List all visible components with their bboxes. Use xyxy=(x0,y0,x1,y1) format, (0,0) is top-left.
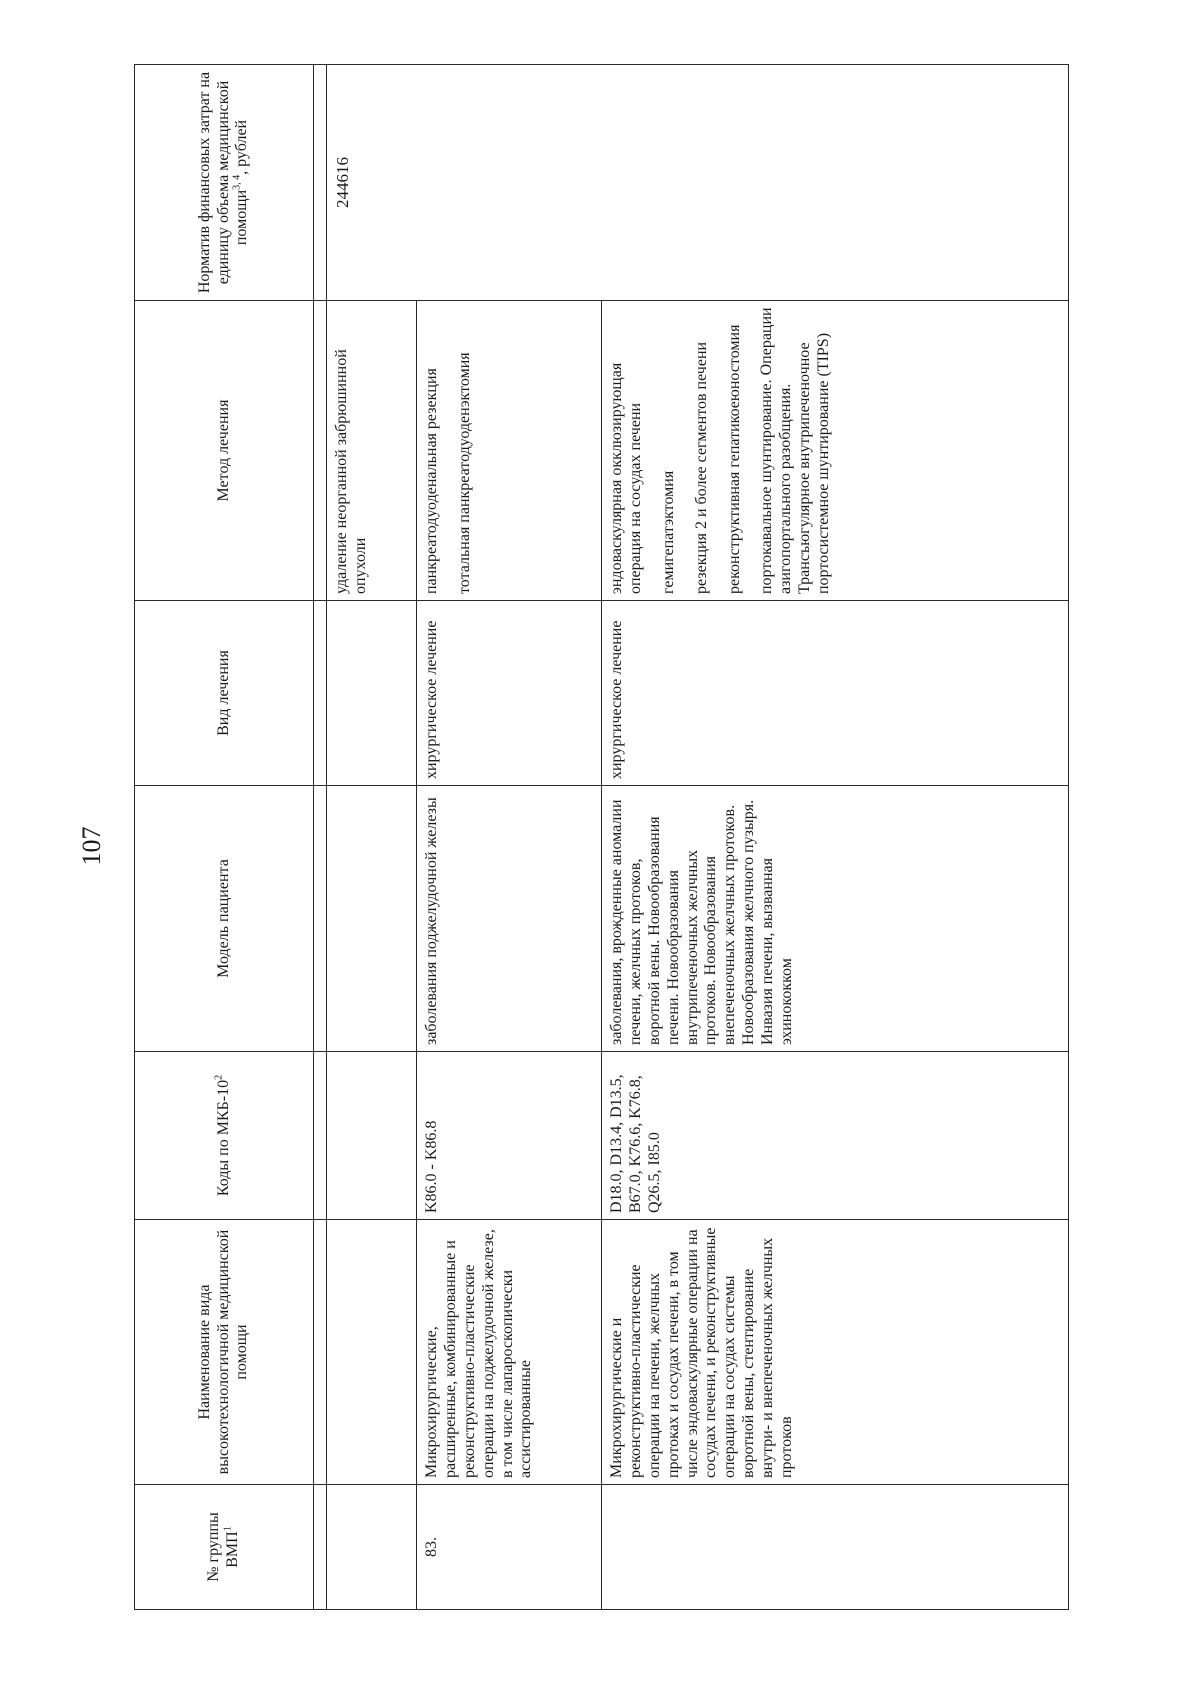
header-kind: Вид лечения xyxy=(135,601,314,786)
method-item: реконструктивная гепатикоеюностомия xyxy=(725,324,743,594)
method-item: эндоваскулярная окклюзирующая операция на сосудах печени xyxy=(608,362,644,594)
icd-codes-cell: D18.0, D13.4, D13.5, B67.0, K76.6, K76.8, Q26.5, I85.0 xyxy=(602,1052,1069,1220)
method-item: панкреатодуоденальная резекция xyxy=(423,368,440,594)
vmp-name-cell: Микрохирургические, расширенные, комбинированные и реконструктивно-пластические операции на поджелудочной железе, в том числе лапароскопически ассистированные xyxy=(417,1220,602,1485)
method-cell: удаление неорганной забрюшинной опухоли xyxy=(327,301,417,601)
header-norm: Норматив финансовых затрат на единицу объема медицинской помощи$^{3, 4}$, рублей xyxy=(135,65,314,301)
document-table-area xyxy=(134,65,1069,1610)
method-item: тотальная панкреатодуоденэктомия xyxy=(455,352,473,594)
norm-cost-cell: 244616 xyxy=(327,65,1069,301)
header-num: № группы ВМП$^1$ xyxy=(135,1485,314,1610)
vmp-name-cell: Микрохирургические и реконструктивно-пластические операции на печени, желчных протоках и сосудах печени, в том числе эндоваскулярные операции на сосудах печени, и реконструктивные операции на сосудах системы воротной вены, стентирование внутри- и внепеченочных желчных протоков xyxy=(602,1220,1069,1485)
treatment-kind-cell: хирургическое лечение xyxy=(602,601,1069,786)
group-number-cell: 83. xyxy=(417,1485,602,1610)
page-number: 107 xyxy=(77,826,106,866)
header-row xyxy=(135,65,314,1610)
icd-codes-cell: K86.0 - K86.8 xyxy=(417,1052,602,1220)
treatment-kind-cell: хирургическое лечение xyxy=(417,601,602,786)
spacer-row xyxy=(314,65,327,1610)
method-item: портокавальное шунтирование. Операции азигопортального разобщения. Трансъюгулярное внутрипеченочное портосистемное шунтирование (TIPS) xyxy=(758,307,832,594)
vmp-table xyxy=(134,64,1069,1610)
method-cell xyxy=(602,301,1069,601)
method-cell xyxy=(417,301,602,601)
table-row xyxy=(327,65,417,1610)
header-name: Наименование вида высокотехнологичной медицинской помощи xyxy=(135,1220,314,1485)
header-codes: Коды по МКБ-$10^2$ xyxy=(135,1052,314,1220)
patient-model-cell: заболевания поджелудочной железы xyxy=(417,786,602,1052)
method-item: резекция 2 и более сегментов печени xyxy=(692,341,710,594)
header-method: Метод лечения xyxy=(135,301,314,601)
method-item: гемигепатэктомия xyxy=(659,470,677,594)
patient-model-cell: заболевания, врожденные аномалии печени, желчных протоков, воротной вены. Новообразования печени. Новообразования внутрипеченочных желчных протоков. Новообразования внепеченочных желчных протоков. Новообразования желчного пузыря. Инвазия печени, вызванная эхинококком xyxy=(602,786,1069,1052)
header-model: Модель пациента xyxy=(135,786,314,1052)
